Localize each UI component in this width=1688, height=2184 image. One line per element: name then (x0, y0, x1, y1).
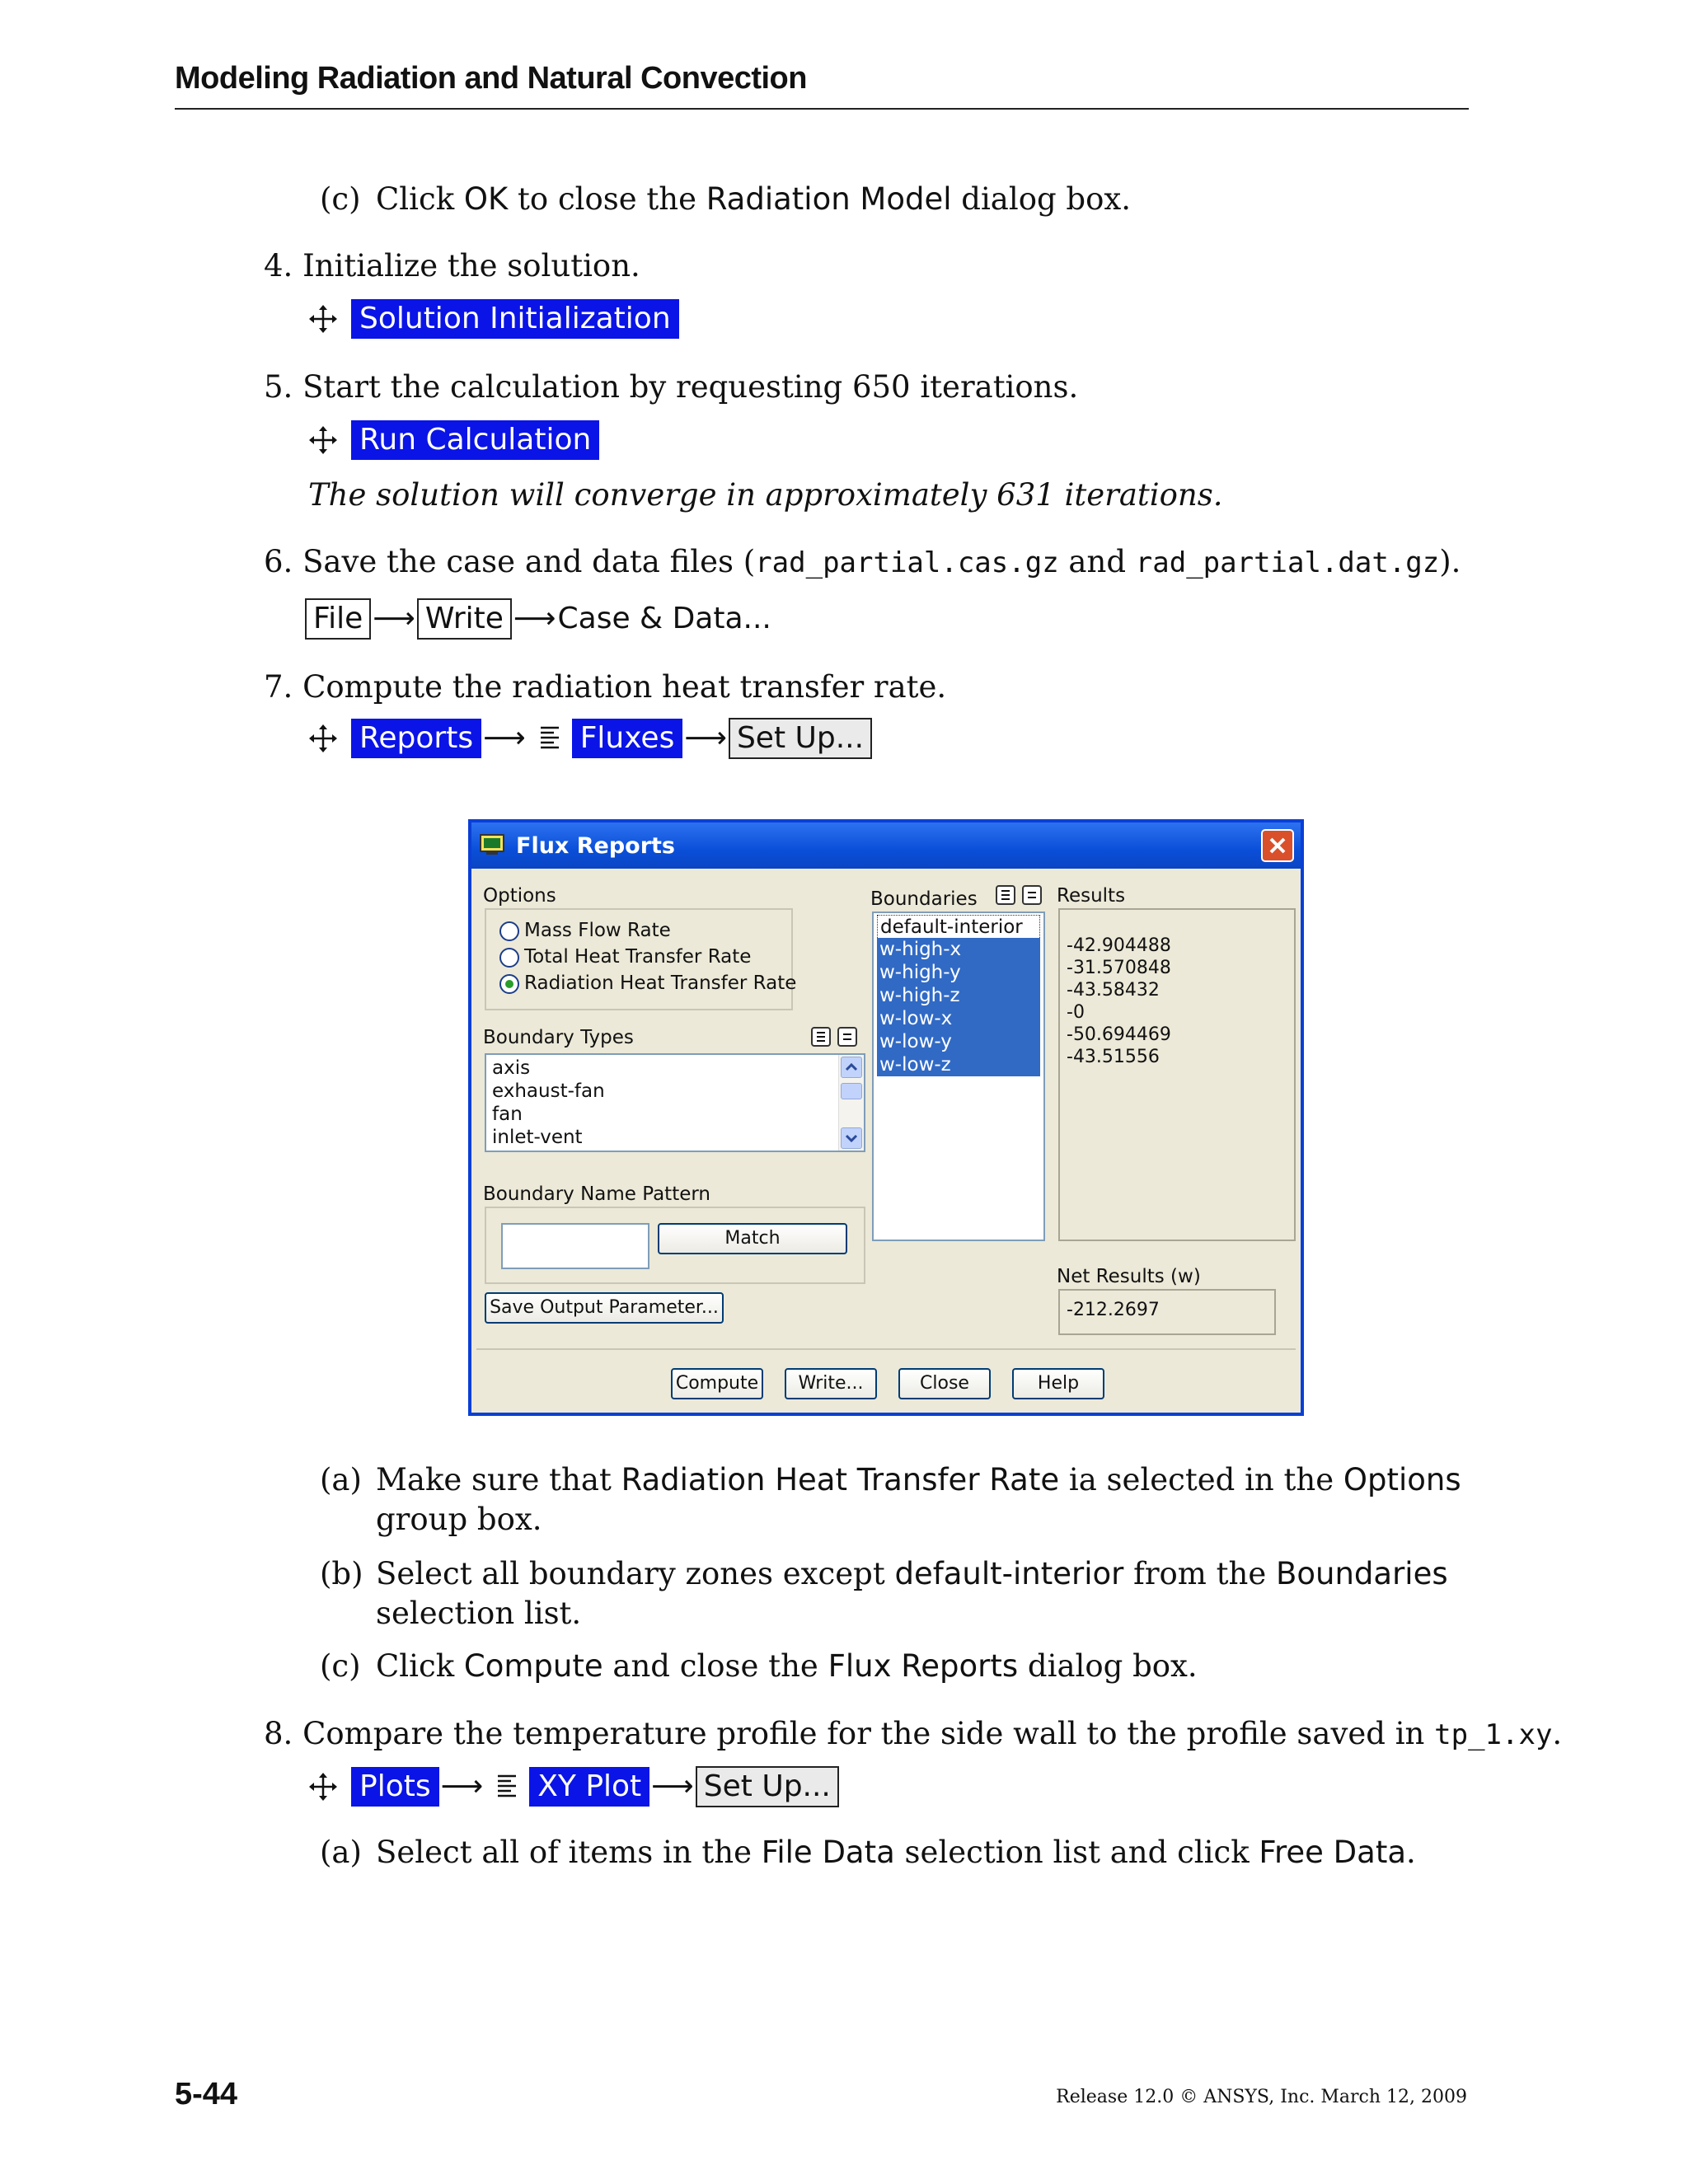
xy-plot-link[interactable]: XY Plot (529, 1767, 649, 1807)
step-text (376, 1554, 1470, 1633)
options-label: Options (483, 885, 556, 907)
app-icon (480, 834, 504, 855)
nav-plots-xy-plot (307, 1766, 839, 1807)
free-data-keyword: Free Data (1259, 1835, 1407, 1870)
net-results-value: -212.2697 (1067, 1300, 1160, 1320)
convergence-note: The solution will converge in approximately 631 iterations. (308, 477, 1223, 513)
step-text: Start the calculation by requesting 650 iterations. (302, 369, 1079, 405)
filename: rad_partial.dat.gz (1135, 546, 1440, 579)
vertical-scrollbar[interactable] (838, 1055, 864, 1151)
list-item[interactable]: w-low-y (877, 1030, 1040, 1053)
dialog-titlebar (471, 823, 1301, 869)
step-text (376, 1460, 1470, 1540)
boundary-name-pattern-input[interactable] (501, 1223, 649, 1269)
step-5 (264, 368, 1078, 407)
text-run: . (1552, 1716, 1563, 1751)
filename: tp_1.xy (1434, 1718, 1553, 1751)
mass-flow-rate-radio[interactable] (499, 921, 519, 941)
select-all-icon[interactable] (811, 1027, 831, 1047)
boundaries-list[interactable] (872, 912, 1045, 1241)
result-value: -43.58432 (1067, 980, 1160, 1001)
list-item[interactable]: w-low-x (877, 1007, 1040, 1030)
run-calculation-link[interactable]: Run Calculation (351, 420, 599, 460)
dialog-title: Flux Reports (516, 833, 676, 859)
arrow: ⟶ (684, 721, 727, 755)
nav-solution-initialization (307, 299, 679, 339)
close-icon[interactable] (1261, 829, 1294, 862)
radiation-heat-transfer-rate-keyword: Radiation Heat Transfer Rate (621, 1462, 1060, 1497)
flux-reports-keyword: Flux Reports (828, 1648, 1019, 1684)
result-value: -50.694469 (1067, 1024, 1171, 1045)
tree-node-icon (307, 424, 340, 457)
step-number: 8. (264, 1716, 293, 1751)
nav-reports-fluxes (307, 718, 872, 759)
arrow: ⟶ (373, 602, 415, 635)
nav-run-calculation (307, 420, 599, 460)
filename: rad_partial.cas.gz (755, 546, 1059, 579)
file-menu[interactable]: File (305, 598, 371, 640)
flux-reports-dialog (468, 819, 1304, 1416)
tree-node-icon (307, 1770, 340, 1803)
text-run: Save the case and data files ( (302, 544, 756, 579)
step-number: 7. (264, 669, 293, 705)
radiation-heat-transfer-rate-label: Radiation Heat Transfer Rate (524, 972, 797, 994)
scroll-thumb[interactable] (841, 1083, 862, 1099)
arrow: ⟶ (513, 602, 556, 635)
step-label: (a) (320, 1835, 362, 1870)
text-run: group box. (376, 1502, 542, 1537)
text-run: selection list and click (894, 1835, 1259, 1870)
result-value: -42.904488 (1067, 935, 1171, 956)
reports-link[interactable]: Reports (351, 719, 481, 758)
text-run: selection list. (376, 1596, 582, 1631)
list-item[interactable]: exhaust-fan (492, 1080, 605, 1102)
text-run: Click (376, 1648, 464, 1684)
write-button[interactable]: Write... (785, 1368, 877, 1399)
result-value: -0 (1067, 1002, 1085, 1023)
compute-button[interactable]: Compute (671, 1368, 763, 1399)
text-run: and (1058, 544, 1136, 579)
text-run: ). (1439, 544, 1461, 579)
page-number: 5-44 (175, 2077, 238, 2111)
list-icon (493, 1773, 521, 1801)
help-button[interactable]: Help (1012, 1368, 1104, 1399)
step-text (376, 180, 1472, 219)
arrow: ⟶ (483, 721, 526, 755)
fluxes-link[interactable]: Fluxes (572, 719, 683, 758)
result-value: -31.570848 (1067, 958, 1171, 978)
deselect-all-icon[interactable] (837, 1027, 857, 1047)
default-interior-keyword: default-interior (894, 1556, 1124, 1591)
step-7 (264, 668, 946, 707)
text-run: Compare the temperature profile for the side wall to the profile saved in (302, 1716, 1435, 1751)
list-item[interactable]: inlet-vent (492, 1127, 583, 1148)
save-output-parameter-button[interactable]: Save Output Parameter... (485, 1292, 724, 1324)
case-data-menu-item[interactable]: Case & Data... (557, 602, 771, 635)
step-text: Initialize the solution. (302, 248, 640, 284)
list-item[interactable]: w-high-y (877, 961, 1040, 984)
list-item[interactable]: default-interior (877, 915, 1040, 940)
text-run: Select all of items in the (376, 1835, 762, 1870)
result-value: -43.51556 (1067, 1047, 1160, 1067)
text-run: dialog box. (1018, 1648, 1198, 1684)
list-item[interactable]: w-high-x (877, 938, 1040, 961)
results-label: Results (1057, 885, 1126, 907)
menu-path-file-write (305, 598, 771, 640)
boundary-types-list[interactable] (485, 1053, 865, 1152)
net-results-box (1058, 1289, 1276, 1335)
text-run: Make sure that (376, 1462, 621, 1497)
match-button[interactable]: Match (658, 1223, 847, 1254)
ok-keyword: OK (463, 181, 509, 217)
tree-node-icon (307, 302, 340, 335)
arrow: ⟶ (651, 1769, 694, 1803)
text-run: Select all boundary zones except (376, 1556, 895, 1591)
step-text (376, 1833, 1472, 1872)
mass-flow-rate-label: Mass Flow Rate (524, 920, 671, 941)
solution-initialization-link[interactable]: Solution Initialization (351, 299, 679, 339)
set-up-button[interactable]: Set Up... (729, 718, 872, 759)
scroll-down-icon[interactable] (841, 1127, 862, 1149)
deselect-all-icon[interactable] (1022, 885, 1042, 905)
total-heat-transfer-rate-label: Total Heat Transfer Rate (524, 946, 752, 968)
step-label: (c) (320, 1648, 361, 1684)
step-7b (320, 1554, 1474, 1637)
plots-link[interactable]: Plots (351, 1767, 439, 1807)
text-run: from the (1123, 1556, 1276, 1591)
radiation-model-keyword: Radiation Model (706, 181, 952, 217)
compute-keyword: Compute (463, 1648, 603, 1684)
select-all-icon[interactable] (996, 885, 1015, 905)
scroll-up-icon[interactable] (841, 1057, 862, 1078)
tree-node-icon (307, 722, 340, 755)
boundary-name-pattern-label: Boundary Name Pattern (483, 1183, 710, 1205)
close-button[interactable]: Close (898, 1368, 991, 1399)
step-number: 4. (264, 248, 293, 284)
text-run: . (1406, 1835, 1416, 1870)
list-item[interactable]: w-low-z (877, 1053, 1040, 1076)
page-header-title: Modeling Radiation and Natural Convection (175, 61, 807, 96)
step-number: 6. (264, 544, 293, 579)
text-run: ia selected in the (1059, 1462, 1343, 1497)
text-run: Click (376, 181, 464, 217)
file-data-keyword: File Data (761, 1835, 895, 1870)
total-heat-transfer-rate-radio[interactable] (499, 948, 519, 968)
text-run: to close the (508, 181, 706, 217)
step-text: Compute the radiation heat transfer rate. (302, 669, 947, 705)
button-separator (476, 1348, 1296, 1350)
set-up-button[interactable]: Set Up... (696, 1766, 839, 1807)
results-box (1058, 908, 1296, 1241)
net-results-label: Net Results (w) (1057, 1266, 1201, 1287)
write-menu[interactable]: Write (417, 598, 512, 640)
boundaries-keyword: Boundaries (1276, 1556, 1448, 1591)
step-4 (264, 246, 640, 286)
text-run: and close the (603, 1648, 828, 1684)
list-item[interactable]: fan (492, 1104, 523, 1125)
step-label: (a) (320, 1462, 362, 1497)
step-label: (b) (320, 1556, 363, 1591)
radiation-heat-transfer-rate-radio[interactable] (499, 974, 519, 994)
options-keyword: Options (1343, 1462, 1461, 1497)
step-8 (264, 1714, 1562, 1755)
list-item[interactable]: axis (492, 1057, 531, 1079)
step-text (376, 1647, 1472, 1686)
list-item[interactable]: w-high-z (877, 984, 1040, 1007)
list-icon (536, 724, 564, 752)
boundary-types-label: Boundary Types (483, 1027, 634, 1048)
arrow: ⟶ (440, 1769, 484, 1803)
boundaries-label: Boundaries (870, 888, 978, 910)
release-info: Release 12.0 © ANSYS, Inc. March 12, 2009 (1056, 2087, 1467, 2107)
text-run: dialog box. (951, 181, 1131, 217)
step-6 (264, 542, 1461, 583)
step-label: (c) (320, 181, 361, 217)
step-7a (320, 1460, 1474, 1543)
header-rule (175, 108, 1469, 110)
step-number: 5. (264, 369, 293, 405)
